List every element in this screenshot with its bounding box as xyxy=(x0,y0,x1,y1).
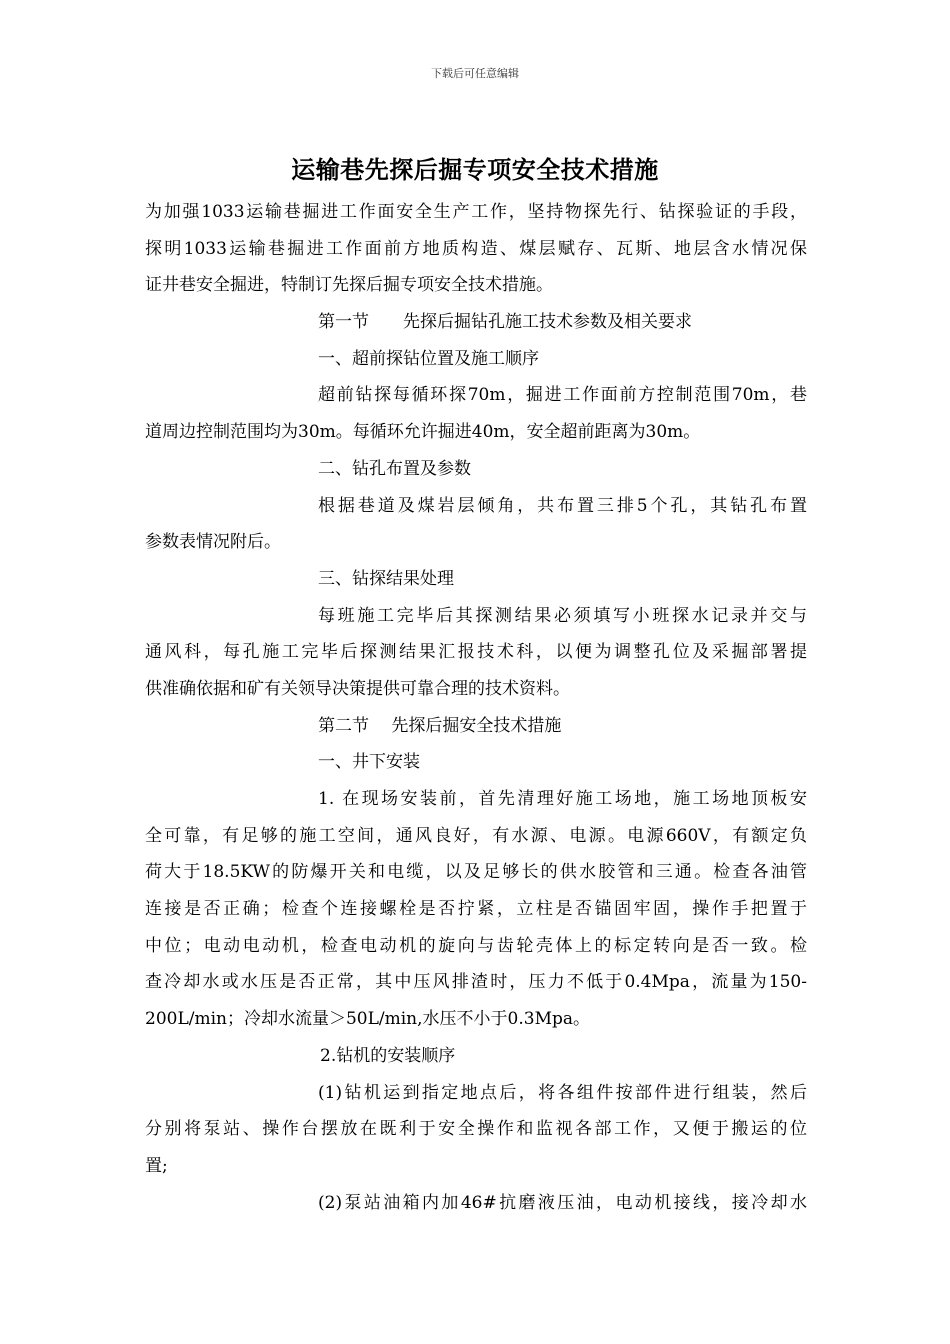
paragraph-line: (2)泵站油箱内加46#抗磨液压油，电动机接线，接冷却水 xyxy=(318,1192,807,1213)
paragraph-line: 为加强1033运输巷掘进工作面安全生产工作，坚持物探先行、钻探验证的手段， xyxy=(145,202,807,222)
document-title: 运输巷先探后掘专项安全技术措施 xyxy=(291,156,659,184)
paragraph-line: 中位；电动电动机，检查电动机的旋向与齿轮壳体上的标定转向是否一致。检 xyxy=(145,935,807,956)
paragraph-line: 根据巷道及煤岩层倾角，共布置三排5个孔，其钻孔布置 xyxy=(318,495,807,516)
paragraph-line: 探明1033运输巷掘进工作面前方地质构造、煤层赋存、瓦斯、地层含水情况保 xyxy=(145,238,807,259)
paragraph-line: 200L/min；冷却水流量＞50L/min,水压不小于0.3Mpa。 xyxy=(145,1009,590,1030)
section-heading: 第二节 先探后掘安全技术措施 xyxy=(318,715,562,736)
section-heading: 第一节 先探后掘钻孔施工技术参数及相关要求 xyxy=(318,312,692,333)
subsection-heading: 二、钻孔布置及参数 xyxy=(318,458,471,479)
subsection-heading: 三、钻探结果处理 xyxy=(318,568,454,589)
paragraph-line: 每班施工完毕后其探测结果必须填写小班探水记录并交与 xyxy=(318,605,807,626)
paragraph-line: 证井巷安全掘进，特制订先探后掘专项安全技术措施。 xyxy=(145,275,553,296)
paragraph-line: 道周边控制范围均为30m。每循环允许掘进40m，安全超前距离为30m。 xyxy=(145,422,701,443)
subsection-heading: 一、井下安装 xyxy=(318,752,420,773)
paragraph-line: 通风科，每孔施工完毕后探测结果汇报技术科，以便为调整孔位及采掘部署提 xyxy=(145,642,807,663)
subsection-heading: 一、超前探钻位置及施工顺序 xyxy=(318,348,539,369)
paragraph-line: 查冷却水或水压是否正常，其中压风排渣时，压力不低于0.4Mpa，流量为150- xyxy=(145,972,807,993)
paragraph-line: (1)钻机运到指定地点后，将各组件按部件进行组装，然后 xyxy=(318,1082,807,1103)
header-note: 下载后可任意编辑 xyxy=(431,67,519,80)
subsection-heading: 2.钻机的安装顺序 xyxy=(320,1045,456,1066)
paragraph-line: 1. 在现场安装前，首先清理好施工场地，施工场地顶板安 xyxy=(318,789,807,809)
paragraph-line: 超前钻探每循环探70m，掘进工作面前方控制范围70m，巷 xyxy=(318,385,807,406)
paragraph-line: 全可靠，有足够的施工空间，通风良好，有水源、电源。电源660V，有额定负 xyxy=(145,825,807,846)
paragraph-line: 置; xyxy=(145,1155,168,1176)
document-body xyxy=(145,194,807,1221)
paragraph-line: 连接是否正确；检查个连接螺栓是否拧紧，立柱是否锚固牢固，操作手把置于 xyxy=(145,899,807,920)
paragraph-line: 参数表情况附后。 xyxy=(145,532,281,553)
paragraph-line: 供准确依据和矿有关领导决策提供可靠合理的技术资料。 xyxy=(145,678,570,699)
paragraph-line: 分别将泵站、操作台摆放在既利于安全操作和监视各部工作，又便于搬运的位 xyxy=(145,1119,807,1140)
paragraph-line: 荷大于18.5KW的防爆开关和电缆，以及足够长的供水胶管和三通。检查各油管 xyxy=(145,862,807,883)
